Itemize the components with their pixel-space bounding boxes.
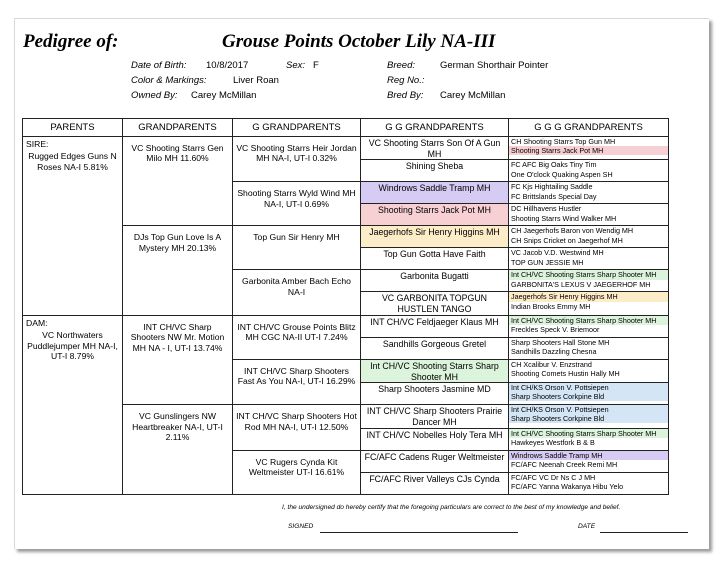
gg-grandparent-cell-highlight: Windrows Saddle Tramp MH (361, 182, 509, 204)
ggg-grandparent: CH Jaegerhofs Baron von Wendig MH (511, 226, 634, 236)
ggg-grandparent: CH Snips Cricket on Jaegerhof MH (511, 235, 623, 245)
gg-grandparent-cell: Top Gun Gotta Have Faith (361, 248, 509, 270)
ggg-grandparent-cell (509, 137, 669, 160)
date-line (600, 532, 688, 533)
column-header: G G G GRANDPARENTS (509, 119, 669, 137)
gg-grandparent-cell-highlight: Int CH/VC Shooting Starrs Sharp Shooter MH (361, 359, 509, 382)
date-label: DATE (578, 523, 596, 530)
gg-grandparent-cell: Sharp Shooters Jasmine MD (361, 383, 509, 405)
grandparent-cell: DJs Top Gun Love Is A Mystery MH 20.13% (123, 226, 233, 315)
ggg-grandparent-cell (509, 204, 669, 226)
g-grandparent-cell: VC Rugers Cynda Kit Weltmeister UT-I 16.61% (233, 450, 361, 494)
g-grandparent-cell: INT CH/VC Sharp Shooters Hot Rod MH NA-I, UT-I 12.50% (233, 405, 361, 450)
ggg-grandparent: Hawkeyes Westfork B & B (511, 437, 595, 447)
ggg-grandparent: VC Jacob V.D. Westwind MH (511, 248, 604, 258)
g-grandparent-cell: INT CH/VC Sharp Shooters Fast As You NA-I, UT-I 16.29% (233, 359, 361, 404)
ggg-grandparent-cell (509, 315, 669, 337)
column-header: GRANDPARENTS (123, 119, 233, 137)
dob-value: 10/8/2017 (206, 60, 249, 71)
owned-label: Owned By: (131, 90, 178, 101)
ggg-grandparent-highlight: Int CH/VC Shooting Starrs Sharp Shooter MH (509, 270, 668, 279)
g-grandparent-cell: Shooting Starrs Wyld Wind MH NA-I, UT-I 0.69% (233, 182, 361, 226)
breed-value: German Shorthair Pointer (440, 60, 549, 71)
ggg-grandparent: FC AFC Big Oaks Tiny Tim (511, 160, 597, 170)
dam-label: DAM: (26, 317, 48, 328)
ggg-grandparent-cell (509, 405, 669, 428)
ggg-grandparent: FC/AFC Neenah Creek Remi MH (511, 459, 618, 469)
ggg-grandparent-cell (509, 428, 669, 450)
signed-label: SIGNED (288, 523, 314, 530)
grandparent-cell: VC Gunslingers NW Heartbreaker NA-I, UT-I 2.11% (123, 405, 233, 494)
gg-grandparent-cell: INT CH/VC Feldjaeger Klaus MH (361, 315, 509, 337)
column-header: PARENTS (23, 119, 123, 137)
ggg-grandparent: CH Shooting Starrs Top Gun MH (511, 137, 616, 146)
ggg-grandparent: FC Brittslands Special Day (511, 191, 597, 201)
ggg-grandparent: FC/AFC Yanna Wakanya Hibu Yelo (511, 481, 624, 491)
header-row (23, 119, 669, 137)
ggg-grandparent: Sharp Shooters Hall Stone MH (511, 337, 610, 347)
dam-name: VC Northwaters Puddlejumper MH NA-I, UT-I 8.79% (27, 330, 118, 362)
gg-grandparent-cell: Sandhills Gorgeous Gretel (361, 337, 509, 359)
ggg-grandparent-cell (509, 450, 669, 472)
ggg-grandparent-highlight: Int CH/VC Shooting Starrs Sharp Shooter MH (509, 429, 668, 438)
certification-text: I, the undersigned do hereby certify that the foregoing particulars are correct to the best of my knowledge and belief. (282, 504, 621, 511)
ggg-grandparent-cell (509, 359, 669, 382)
sex-label: Sex: (286, 60, 306, 71)
gg-grandparent-cell-highlight: Jaegerhofs Sir Henry Higgins MH (361, 226, 509, 248)
ggg-grandparent: Indian Brooks Emmy MH (511, 301, 591, 311)
color-value: Liver Roan (233, 75, 279, 86)
pedigree-of-label: Pedigree of: (23, 31, 119, 52)
breeder-value: Carey McMillan (440, 90, 506, 101)
gg-grandparent-cell: Shining Sheba (361, 160, 509, 182)
sex-value: F (313, 60, 319, 71)
ggg-grandparent-highlight: Shooting Starrs Jack Pot MH (509, 146, 668, 155)
g-grandparent-cell: Top Gun Sir Henry MH (233, 226, 361, 270)
gg-grandparent-cell: FC/AFC River Valleys CJs Cynda (361, 472, 509, 494)
ggg-grandparent-highlight: Windrows Saddle Tramp MH (509, 451, 668, 460)
gg-grandparent-cell: Garbonita Bugatti (361, 270, 509, 292)
ggg-grandparent: Shooting Starrs Wind Walker MH (511, 213, 617, 223)
ggg-grandparent: DC Hillhavens Hustler (511, 204, 582, 214)
gg-grandparent-cell-highlight: Shooting Starrs Jack Pot MH (361, 204, 509, 226)
ggg-grandparent-highlight: Sharp Shooters Corkpine Bld (509, 414, 668, 423)
color-label: Color & Markings: (131, 75, 207, 86)
ggg-grandparent: FC Kjs Hightailing Saddle (511, 182, 593, 192)
ggg-grandparent-highlight: Int CH/KS Orson V. Pottsiepen (509, 383, 668, 392)
ggg-grandparent: One O'clock Quaking Aspen SH (511, 169, 613, 179)
gg-grandparent-cell: INT CH/VC Nobelles Holy Tera MH (361, 428, 509, 450)
owner-value: Carey McMillan (191, 90, 257, 101)
gg-grandparent-cell: VC Shooting Starrs Son Of A Gun MH (361, 137, 509, 160)
ggg-grandparent: CH Xcalibur V. Enzstrand (511, 359, 592, 369)
reg-label: Reg No.: (387, 75, 425, 86)
ggg-grandparent-cell (509, 160, 669, 182)
ggg-grandparent-cell (509, 270, 669, 292)
ggg-grandparent-cell (509, 383, 669, 405)
dob-label: Date of Birth: (131, 60, 187, 71)
gg-grandparent-cell: INT CH/VC Sharp Shooters Prairie Dancer MH (361, 405, 509, 428)
ggg-grandparent: Shooting Comets Hustin Hally MH (511, 368, 620, 378)
ggg-grandparent-highlight: Int CH/KS Orson V. Pottsiepen (509, 405, 668, 414)
grandparent-cell: INT CH/VC Sharp Shooters NW Mr. Motion MH NA - I, UT-I 13.74% (123, 315, 233, 404)
g-grandparent-cell: INT CH/VC Grouse Points Blitz MH CGC NA-II UT-I 7.24% (233, 315, 361, 359)
ggg-grandparent-highlight: Int CH/VC Shooting Starrs Sharp Shooter MH (509, 316, 668, 325)
sire-label: SIRE: (26, 139, 49, 149)
grandparent-cell: VC Shooting Starrs Gen Milo MH 11.60% (123, 137, 233, 226)
ggg-grandparent: GARBONITA'S LEXUS V JAEGERHOF MH (511, 279, 651, 289)
ggg-grandparent: Freckles Speck V. Briemoor (511, 324, 600, 334)
ggg-grandparent-highlight: Sharp Shooters Corkpine Bld (509, 392, 668, 401)
dog-name-title: Grouse Points October Lily NA-III (222, 31, 496, 52)
dam-cell (23, 315, 123, 494)
gg-grandparent-cell: VC GARBONITA TOPGUN HUSTLEN TANGO (361, 292, 509, 315)
ggg-grandparent: Sandhills Dazzling Chesna (511, 346, 597, 356)
pedigree-table (22, 118, 669, 495)
sire-cell (23, 137, 123, 316)
breed-label: Breed: (387, 60, 415, 71)
ggg-grandparent-cell (509, 248, 669, 270)
ggg-grandparent: TOP GUN JESSIE MH (511, 257, 584, 267)
gg-grandparent-cell: FC/AFC Cadens Ruger Weltmeister (361, 450, 509, 472)
ggg-grandparent-cell (509, 337, 669, 359)
ggg-grandparent-cell (509, 182, 669, 204)
ggg-grandparent-cell (509, 472, 669, 494)
sire-name: Rugged Edges Guns N Roses NA-I 5.81% (28, 151, 117, 172)
ggg-grandparent: FC/AFC VC Dr Ns C J MH (511, 472, 596, 482)
signature-line (320, 532, 518, 533)
ggg-grandparent-cell (509, 226, 669, 248)
g-grandparent-cell: VC Shooting Starrs Heir Jordan MH NA-I, UT-I 0.32% (233, 137, 361, 182)
ggg-grandparent-highlight: Jaegerhofs Sir Henry Higgins MH (509, 292, 668, 301)
bred-label: Bred By: (387, 90, 424, 101)
g-grandparent-cell: Garbonita Amber Bach Echo NA-I (233, 270, 361, 315)
column-header: G GRANDPARENTS (233, 119, 361, 137)
ggg-grandparent-cell (509, 292, 669, 315)
column-header: G G GRANDPARENTS (361, 119, 509, 137)
